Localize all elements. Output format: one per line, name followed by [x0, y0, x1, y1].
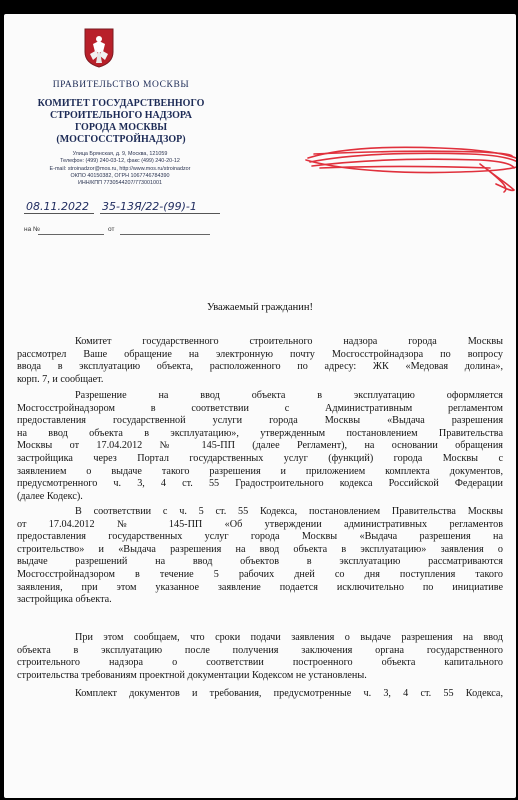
redaction-scribble [300, 140, 516, 200]
reference-date-label: от [108, 226, 115, 233]
paragraph-line: заявлением о выдаче такого разрешения и приложением комплекта документов, [17, 465, 503, 477]
paragraph-3-end [17, 594, 503, 607]
paragraph-5 [17, 688, 503, 701]
inn-line: ИНН/КПП 7730544207/773001001 [77, 180, 162, 187]
paragraph-line: строительства требованиям проектной документации Кодексом не установлены. [17, 670, 367, 681]
okpo-line: ОКПО 40150382, ОГРН 1067746784390 [70, 172, 170, 179]
reference-number-label: на № [24, 226, 40, 233]
paragraph-line: заявления, при этом указанное заявление подается исключительно по инициативе [17, 581, 503, 593]
phone-line: Телефон: (499) 240-03-12, факс (499) 240-20-12 [60, 158, 180, 165]
registration-date: 08.11.2022 [26, 200, 89, 213]
paragraph-line: рассмотрел Ваше обращение на электронную почту Мосгосстройнадзора по вопросу [17, 348, 503, 360]
paragraph-line: выдаче разрешений на ввод объектов в эксплуатацию рассматриваются [17, 556, 503, 568]
reference-date-blank [120, 234, 210, 235]
paragraph-line: Разрешение на ввод объекта в эксплуатацию оформляется [75, 390, 503, 401]
paragraph-2-end [17, 491, 503, 504]
paragraph-line: Комплект документов и требования, предусмотренные ч. 3, 4 ст. 55 Кодекса, [75, 688, 503, 699]
paragraph-2 [17, 390, 503, 491]
paragraph-line: застройщика через Портал государственных услуг (функций) города Москвы с [17, 452, 503, 464]
greeting: Уважаемый гражданин! [206, 302, 314, 313]
paragraph-line: В соответствии с ч. 5 ст. 55 Кодекса, постановлением Правительства Москвы [75, 506, 503, 517]
paragraph-line: корп. 7, и сообщает. [17, 374, 104, 385]
paragraph-3 [17, 506, 503, 594]
letterhead-contacts [10, 151, 230, 187]
number-underline [100, 213, 220, 214]
paragraph-line: на ввод объекта в эксплуатацию», утвержденным постановлением Правительства [17, 427, 503, 439]
paragraph-line: предоставления государственной услуги города Москвы «Выдача разрешения [17, 415, 503, 427]
committee-name [26, 98, 216, 146]
reference-line [24, 226, 224, 236]
letter-page [4, 14, 516, 798]
paragraph-line: Москвы от 17.04.2012 № 145-ПП (далее Регламент), на основании обращения [17, 440, 503, 452]
email-line: E-mail: stroinadzor@mos.ru, http://www.mos.ru/stroinadzor [49, 165, 191, 172]
paragraph-line: застройщика объекта. [17, 594, 112, 605]
committee-line: СТРОИТЕЛЬНОГО НАДЗОРА [50, 110, 192, 121]
paragraph-4 [17, 632, 503, 670]
paragraph-1-end [17, 374, 503, 387]
moscow-coat-of-arms-icon [84, 28, 114, 68]
reference-number-blank [38, 234, 104, 235]
paragraph-line: строительство» и «Выдача разрешения на ввод объекта в эксплуатацию» заявления о [17, 543, 503, 555]
paragraph-line: Мосгосстройнадзором в течение 5 рабочих дней со дня поступления такого [17, 568, 503, 580]
paragraph-line: предоставления государственных услуг города Москвы «Выдача разрешения на [17, 531, 503, 543]
paragraph-line: При этом сообщаем, что сроки подачи заявления о выдаче разрешения на ввод [75, 632, 503, 643]
paragraph-1 [17, 336, 503, 374]
committee-line: КОМИТЕТ ГОСУДАРСТВЕННОГО [37, 98, 205, 109]
paragraph-4-end [17, 670, 503, 683]
paragraph-line: объекта в эксплуатацию после получения заключения органа государственного [17, 644, 503, 656]
paragraph-line: от 17.04.2012 № 145-ПП «Об утверждении административных регламентов [17, 518, 503, 530]
committee-line: (МОСГОССТРОЙНАДЗОР) [56, 134, 186, 145]
paragraph-line: ввода в эксплуатацию объекта, расположенного по адресу: ЖК «Медовая долина», [17, 361, 503, 373]
committee-line: ГОРОДА МОСКВЫ [74, 122, 168, 133]
date-underline [24, 213, 94, 214]
registration-number: 35-13Я/22-(99)-1 [102, 200, 197, 213]
paragraph-line: (далее Кодекс). [17, 491, 83, 502]
address-line: Улица Брянская, д. 9, Москва, 121059 [72, 151, 168, 157]
government-name: ПРАВИТЕЛЬСТВО МОСКВЫ [52, 80, 190, 90]
registration-line [24, 200, 224, 214]
paragraph-line: предусмотренного ч. 3, 4 ст. 55 Градостроительного кодекса Российской Федерации [17, 478, 503, 490]
paragraph-line: Комитет государственного строительного надзора города Москвы [75, 336, 503, 347]
paragraph-line: строительного надзора о соответствии построенного объекта капитального [17, 657, 503, 669]
paragraph-line: Мосгосстройнадзором в соответствии с Административным регламентом [17, 402, 503, 414]
